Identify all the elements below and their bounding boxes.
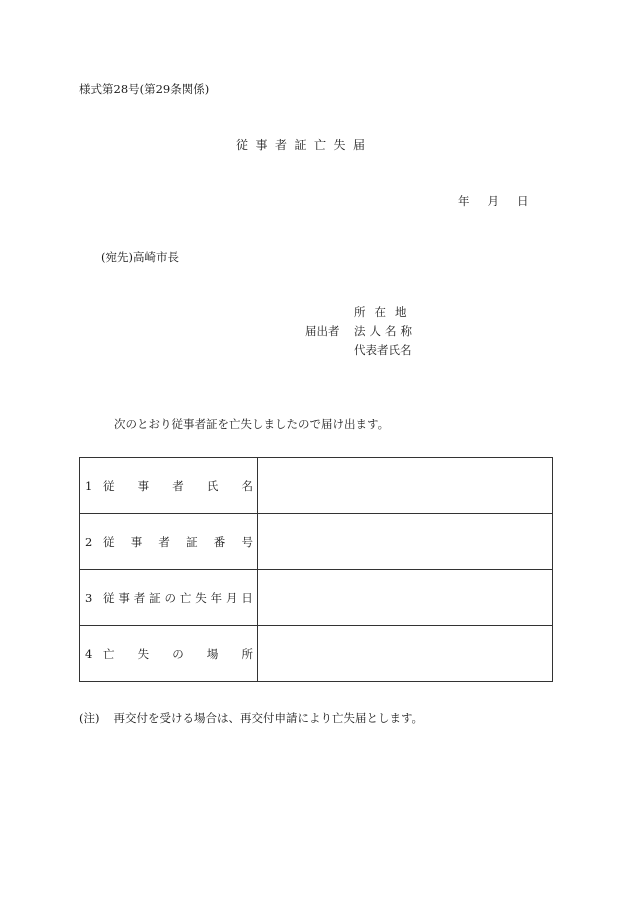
row-value-cell[interactable] bbox=[258, 626, 553, 682]
table-row bbox=[80, 458, 553, 514]
applicant-representative-label: 代表者氏名 bbox=[354, 343, 412, 357]
row-value-cell[interactable] bbox=[258, 514, 553, 570]
document-title: 従事者証亡失届 bbox=[236, 138, 373, 152]
date-line bbox=[458, 193, 529, 209]
row-label: 従 事 者 氏 名 bbox=[103, 478, 253, 493]
row-label: 従 事 者 証 番 号 bbox=[103, 534, 253, 549]
row-number: 3 bbox=[85, 590, 93, 605]
date-day-label: 日 bbox=[517, 194, 529, 208]
table-row bbox=[80, 570, 553, 626]
applicant-location-label: 所在地 bbox=[354, 305, 416, 319]
table-row bbox=[80, 514, 553, 570]
row-number: 2 bbox=[85, 534, 93, 549]
footnote-mark: (注) bbox=[79, 711, 100, 725]
table-row bbox=[80, 626, 553, 682]
footnote-text: 再交付を受ける場合は、再交付申請により亡失届とします。 bbox=[113, 711, 424, 725]
row-value-cell[interactable] bbox=[258, 458, 553, 514]
detail-table bbox=[79, 457, 553, 682]
applicant-corporation-label: 法人名称 bbox=[354, 324, 416, 338]
addressee: (宛先)高崎市長 bbox=[101, 250, 179, 264]
row-label: 亡 失 の 場 所 bbox=[103, 646, 253, 661]
footnote bbox=[79, 710, 423, 726]
row-label-cell bbox=[80, 514, 258, 570]
row-label: 従 事 者 証 の 亡 失 年 月 日 bbox=[103, 590, 253, 605]
date-month-label: 月 bbox=[487, 194, 499, 208]
row-label-cell bbox=[80, 626, 258, 682]
row-label-cell bbox=[80, 458, 258, 514]
date-year-label: 年 bbox=[458, 194, 470, 208]
row-number: 4 bbox=[85, 646, 93, 661]
form-number: 様式第28号(第29条関係) bbox=[79, 82, 210, 96]
row-value-cell[interactable] bbox=[258, 570, 553, 626]
row-label-cell bbox=[80, 570, 258, 626]
applicant-label: 届出者 bbox=[305, 324, 340, 338]
row-number: 1 bbox=[85, 478, 93, 493]
body-text: 次のとおり従事者証を亡失しましたので届け出ます。 bbox=[114, 417, 390, 431]
